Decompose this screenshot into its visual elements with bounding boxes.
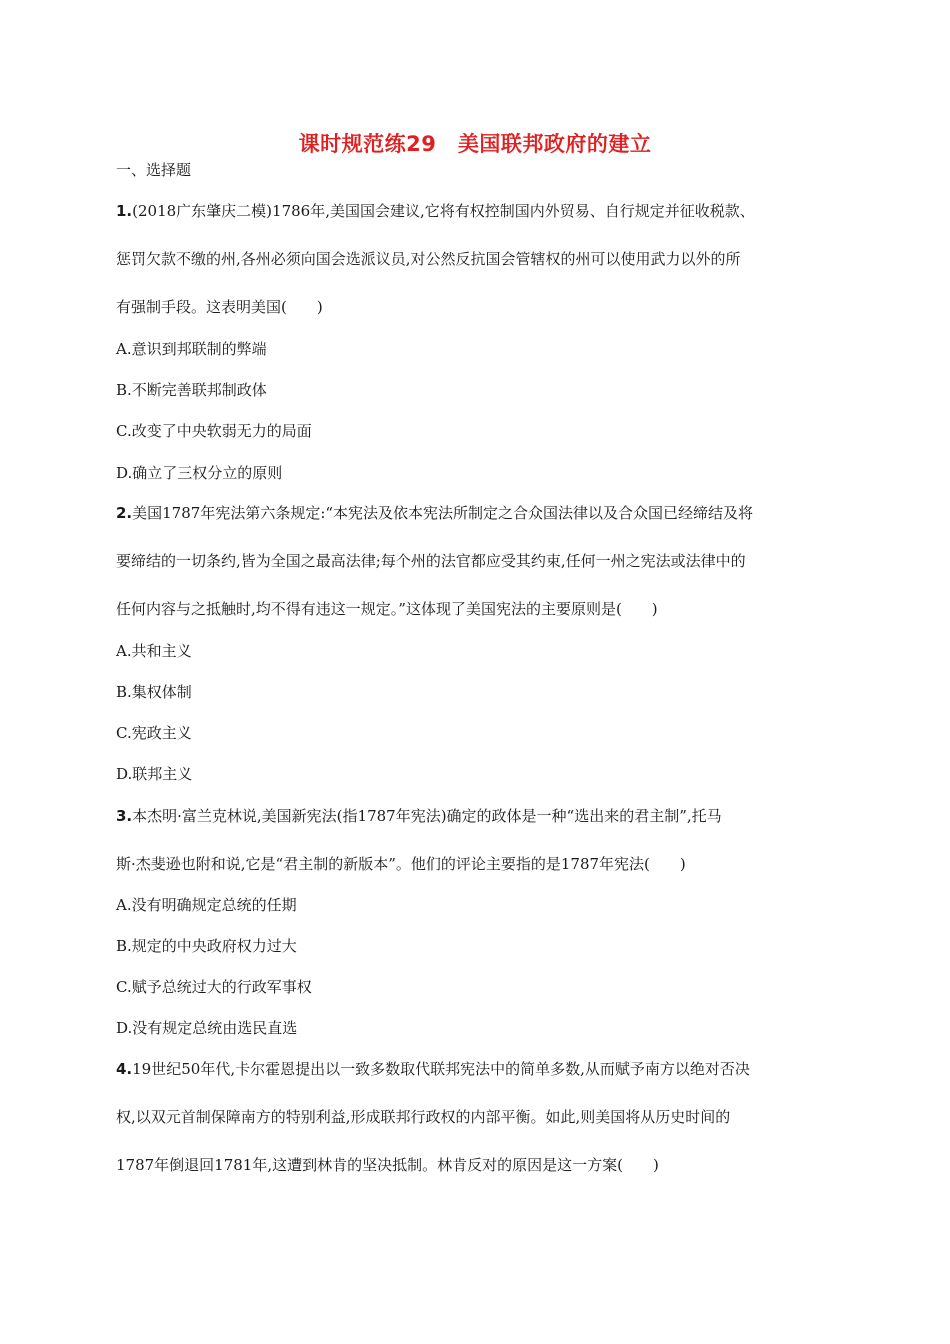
question-number: 2. bbox=[116, 504, 133, 522]
question-2 bbox=[116, 503, 838, 619]
option-d: D.联邦主义 bbox=[116, 765, 193, 783]
question-line bbox=[116, 806, 838, 826]
option-d: D.确立了三权分立的原则 bbox=[116, 464, 283, 482]
question-line: 任何内容与之抵触时,均不得有违这一规定。”这体现了美国宪法的主要原则是( ) bbox=[116, 600, 658, 618]
option-c: C.宪政主义 bbox=[116, 724, 192, 742]
question-line: 要缔结的一切条约,皆为全国之最高法律;每个州的法官都应受其约束,任何一州之宪法或法律中的 bbox=[116, 552, 746, 570]
section-heading: 一、选择题 bbox=[116, 161, 192, 179]
question-number: 3. bbox=[116, 807, 133, 825]
option-a: A.意识到邦联制的弊端 bbox=[116, 340, 267, 358]
question-line: 惩罚欠款不缴的州,各州必须向国会选派议员,对公然反抗国会管辖权的州可以使用武力以外的所 bbox=[116, 250, 741, 268]
document-title: 课时规范练29 美国联邦政府的建立 bbox=[298, 132, 652, 156]
question-line: 权,以双元首制保障南方的特别利益,形成联邦行政权的内部平衡。如此,则美国将从历史时间的 bbox=[116, 1108, 731, 1126]
option-b: B.集权体制 bbox=[116, 683, 192, 701]
question-text: 19世纪50年代,卡尔霍恩提出以一致多数取代联邦宪法中的简单多数,从而赋予南方以绝对否决 bbox=[132, 1060, 750, 1078]
option-c: C.改变了中央软弱无力的局面 bbox=[116, 422, 312, 440]
option-b: B.规定的中央政府权力过大 bbox=[116, 937, 297, 955]
question-line: 1787年倒退回1781年,这遭到林肯的坚决抵制。林肯反对的原因是这一方案( ) bbox=[116, 1156, 659, 1174]
option-a: A.共和主义 bbox=[116, 642, 192, 660]
question-number: 1. bbox=[116, 202, 133, 220]
question-line bbox=[116, 201, 838, 221]
question-line: 有强制手段。这表明美国( ) bbox=[116, 298, 323, 316]
question-text: 本杰明·富兰克林说,美国新宪法(指1787年宪法)确定的政体是一种“选出来的君主制”,托马 bbox=[132, 807, 722, 825]
question-line bbox=[116, 503, 838, 523]
option-c: C.赋予总统过大的行政军事权 bbox=[116, 978, 312, 996]
option-b: B.不断完善联邦制政体 bbox=[116, 381, 267, 399]
question-3 bbox=[116, 806, 838, 874]
question-number: 4. bbox=[116, 1060, 133, 1078]
question-text: (2018广东肇庆二模)1786年,美国国会建议,它将有权控制国内外贸易、自行规定并征收税款、 bbox=[132, 202, 755, 220]
question-1 bbox=[116, 201, 838, 317]
question-4 bbox=[116, 1059, 838, 1175]
option-a: A.没有明确规定总统的任期 bbox=[116, 896, 297, 914]
question-text: 美国1787年宪法第六条规定:“本宪法及依本宪法所制定之合众国法律以及合众国已经缔结及将 bbox=[132, 504, 754, 522]
option-d: D.没有规定总统由选民直选 bbox=[116, 1019, 298, 1037]
question-line: 斯·杰斐逊也附和说,它是“君主制的新版本”。他们的评论主要指的是1787年宪法( ) bbox=[116, 855, 686, 873]
question-line bbox=[116, 1059, 838, 1079]
